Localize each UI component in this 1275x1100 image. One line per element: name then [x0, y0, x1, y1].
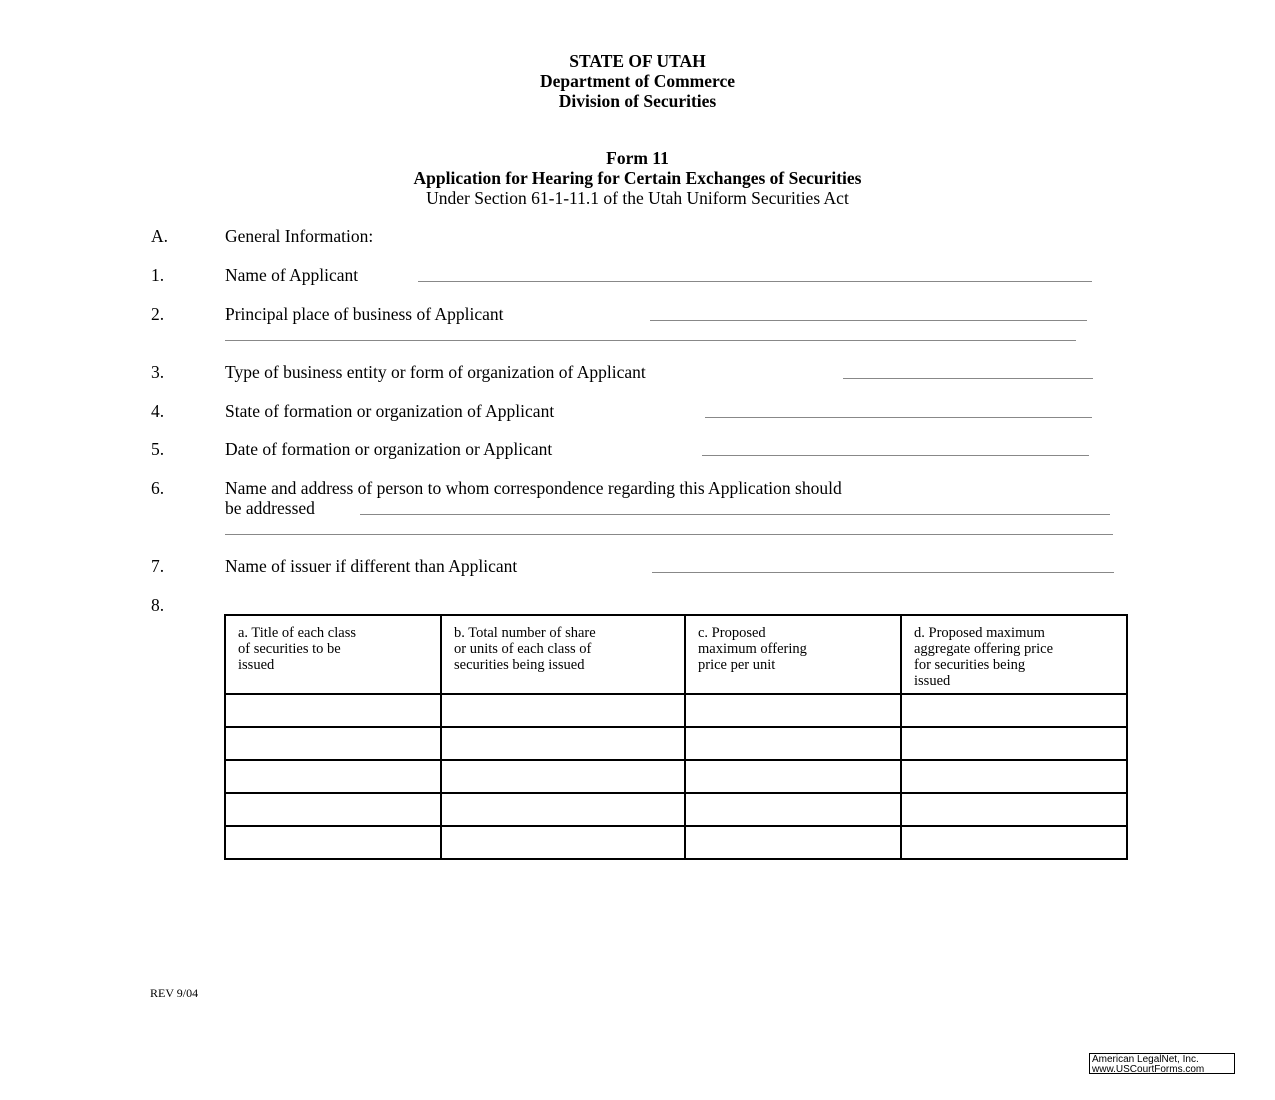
question-3-label: Type of business entity or form of organization of Applicant: [225, 362, 646, 382]
table-cell-input[interactable]: [441, 826, 685, 859]
table-row: [225, 727, 1127, 760]
table-header-row: [225, 615, 1127, 694]
table-cell-input[interactable]: [901, 826, 1127, 859]
section-letter: A.: [151, 226, 169, 246]
securities-table: [224, 614, 1128, 860]
header-d-line: aggregate offering price: [914, 641, 1054, 657]
table-cell-input[interactable]: [441, 793, 685, 826]
form-number: Form 11: [606, 148, 669, 168]
state-title: STATE OF UTAH: [569, 51, 706, 71]
table-cell-input[interactable]: [901, 727, 1127, 760]
state-of-formation-field[interactable]: [705, 417, 1092, 418]
question-3-number: 3.: [151, 362, 165, 382]
form-title-block: [0, 148, 1275, 208]
question-4-label: State of formation or organization of Applicant: [225, 401, 555, 421]
question-5-label: Date of formation or organization or Applicant: [225, 439, 553, 459]
form-subtitle: Under Section 61-1-11.1 of the Utah Uniform Securities Act: [426, 188, 849, 208]
question-7-label: Name of issuer if different than Applicant: [225, 556, 518, 576]
question-6-label: Name and address of person to whom correspondence regarding this Application should: [225, 478, 842, 498]
table-cell-input[interactable]: [685, 793, 901, 826]
stamp-company: American LegalNet, Inc.: [1092, 1054, 1199, 1065]
publisher-stamp: [1089, 1053, 1235, 1074]
header-c-line: price per unit: [698, 657, 776, 673]
header-a-line: issued: [238, 657, 275, 673]
table-cell-input[interactable]: [441, 760, 685, 793]
stamp-website: www.USCourtForms.com: [1092, 1064, 1205, 1075]
header-d-line: issued: [914, 673, 951, 689]
table-row: [225, 760, 1127, 793]
form-title: Application for Hearing for Certain Exchanges of Securities: [413, 168, 862, 188]
table-cell-input[interactable]: [441, 727, 685, 760]
section-label: General Information:: [225, 226, 374, 246]
header-aggregate-price: [901, 615, 1127, 694]
table-row: [225, 826, 1127, 859]
table-row: [225, 694, 1127, 727]
table-cell-input[interactable]: [441, 694, 685, 727]
header-title-of-class: [225, 615, 441, 694]
applicant-name-field[interactable]: [418, 281, 1092, 282]
header-c-line: maximum offering: [698, 641, 807, 657]
question-7-number: 7.: [151, 556, 165, 576]
table-cell-input[interactable]: [225, 826, 441, 859]
header-a-line: a. Title of each class: [238, 625, 356, 641]
question-6-label-continued: be addressed: [225, 498, 315, 518]
question-5-number: 5.: [151, 439, 165, 459]
table-cell-input[interactable]: [225, 760, 441, 793]
table-cell-input[interactable]: [685, 826, 901, 859]
header-b-line: or units of each class of: [454, 641, 592, 657]
question-2-number: 2.: [151, 304, 165, 324]
table-cell-input[interactable]: [901, 694, 1127, 727]
revision-label: REV 9/04: [150, 986, 199, 1000]
principal-place-field[interactable]: [650, 320, 1087, 321]
question-2-label: Principal place of business of Applicant: [225, 304, 504, 324]
issuer-name-field[interactable]: [652, 572, 1114, 573]
correspondence-contact-field-line-2[interactable]: [225, 534, 1113, 535]
question-1-number: 1.: [151, 265, 165, 285]
table-cell-input[interactable]: [685, 694, 901, 727]
header-d-line: d. Proposed maximum: [914, 625, 1045, 641]
table-cell-input[interactable]: [901, 793, 1127, 826]
table-cell-input[interactable]: [225, 694, 441, 727]
table-cell-input[interactable]: [225, 727, 441, 760]
correspondence-contact-field[interactable]: [360, 514, 1110, 515]
department-title: Department of Commerce: [539, 71, 735, 91]
header-b-line: b. Total number of share: [454, 625, 596, 641]
question-4-number: 4.: [151, 401, 165, 421]
question-1-label: Name of Applicant: [225, 265, 359, 285]
header-a-line: of securities to be: [238, 641, 341, 657]
header-d-line: for securities being: [914, 657, 1026, 673]
header-price-per-unit: [685, 615, 901, 694]
table-body: [225, 694, 1127, 859]
table-cell-input[interactable]: [901, 760, 1127, 793]
table-cell-input[interactable]: [685, 727, 901, 760]
principal-place-field-line-2[interactable]: [225, 340, 1076, 341]
header-total-shares: [441, 615, 685, 694]
date-of-formation-field[interactable]: [702, 455, 1089, 456]
table-cell-input[interactable]: [225, 793, 441, 826]
header-c-line: c. Proposed: [698, 625, 766, 641]
table-row: [225, 793, 1127, 826]
business-entity-type-field[interactable]: [843, 378, 1093, 379]
form-header: [0, 51, 1275, 111]
question-8-number: 8.: [151, 595, 165, 615]
header-b-line: securities being issued: [454, 657, 585, 673]
table-cell-input[interactable]: [685, 760, 901, 793]
question-6-number: 6.: [151, 478, 165, 498]
division-title: Division of Securities: [558, 91, 717, 111]
